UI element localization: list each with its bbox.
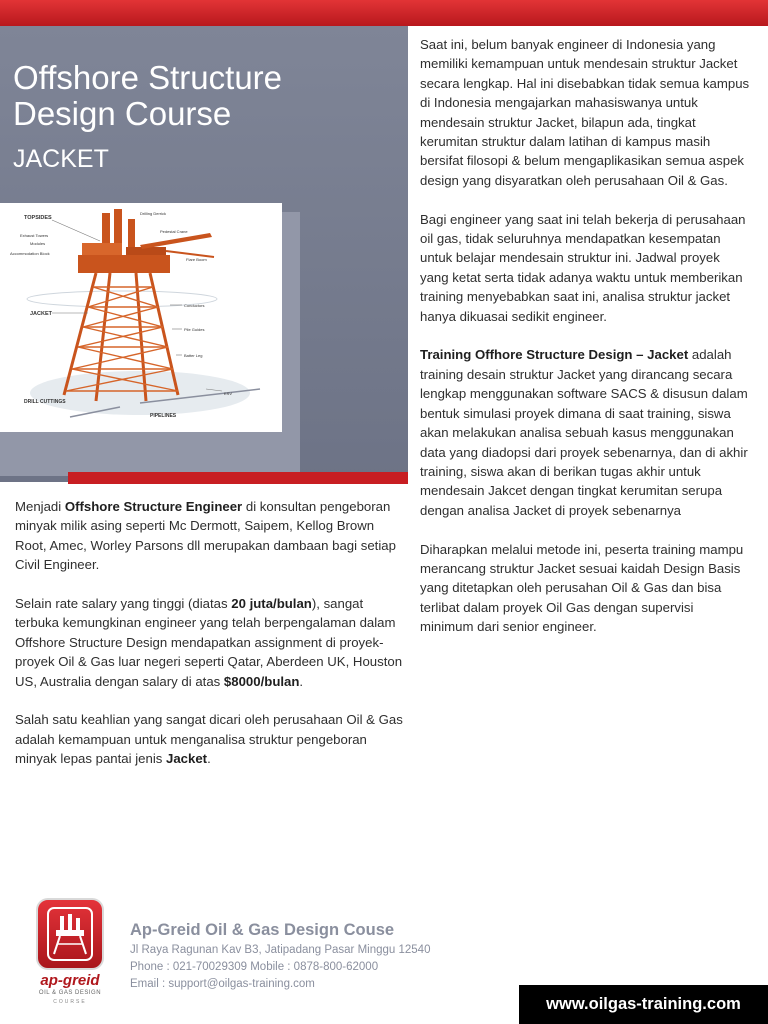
oil-rig-icon [38, 900, 102, 968]
label-pipelines: PIPELINES [150, 413, 177, 419]
bold-text: Jacket [166, 751, 208, 767]
right-column [420, 35, 750, 656]
company-logo [34, 898, 106, 1010]
company-phone: Phone : 021-70029309 Mobile : 0878-800-62000 [130, 961, 379, 973]
right-paragraph-4: Diharapkan melalui metode ini, peserta training mampu merancang struktur Jacket sesuai kaidah Design Basis yang ditetapkan oleh perusahan Oil & Gas dan bisa terlibat dalam proyek Oil Gas dengan supervisi minimum dari senior engineer. [420, 541, 744, 635]
company-address: Jl Raya Ragunan Kav B3, Jatipadang Pasar Minggu 12540 [130, 944, 431, 956]
bold-text: Training Offhore Structure Design – Jacket [420, 347, 689, 363]
right-paragraph-1: Saat ini, belum banyak engineer di Indonesia yang memiliki kemampuan untuk mendesain struktur Jacket secara lengkap. Hal ini disebabkan tidak semua kampus di Indonesia mengajarkan mahasiswanya untuk mendesain struktur Jacket, bilapun ada, tingkat kerumitan struktur dalam latihan di kampus masih bersifat filosopi & belum mengaplikasikan semua aspek design yang disyaratkan oleh perusahaan Oil & Gas. [420, 37, 750, 188]
course-title [13, 60, 403, 132]
label-jacket: JACKET [30, 311, 53, 317]
company-name: Ap-Greid Oil & Gas Design Couse [130, 921, 395, 939]
bold-text: 20 juta/bulan [231, 596, 312, 612]
label-conductors: Conductors [184, 303, 205, 308]
label-pedestal-crane: Pedestal Crane [160, 229, 188, 234]
right-paragraph-3 [420, 345, 750, 520]
logo-wordmark: ap-greid [40, 972, 100, 989]
label-batter-leg: Batter Leg [184, 353, 203, 358]
label-pile-guides: Pile Guides [184, 327, 205, 332]
left-paragraph-3 [15, 710, 407, 768]
text: adalah training desain struktur Jacket yang dirancang secara lengkap menggunakan software SACS & disusun dalam bentuk simulasi proyek dimana di saat training, siswa akan melakukan analisa sebuah kasus menggunakan data yang diadopsi dari proyek sebenarnya, dan di akhir training, siswa akan di berikan tugas akhir untuk mendesain Jakcet dengan tingkat kerumitan serupa dengan analisa Jacket di proyek sebenarnya [420, 347, 748, 518]
logo-emblem [36, 898, 104, 970]
left-column [15, 497, 407, 788]
text: Salah satu keahlian yang sangat dicari oleh perusahaan Oil & Gas adalah kemampuan untuk menganalisa struktur pengeboran minyak lepas pantai jenis [15, 712, 403, 767]
text: Menjadi [15, 499, 65, 514]
text: . [207, 751, 211, 767]
logo-tagline: OIL & GAS DESIGN [38, 990, 102, 996]
right-paragraph-2: Bagi engineer yang saat ini telah bekerja di perusahaan oil gas, tidak seluruhnya mendapatkan kesempatan untuk belajar mendesain struktur ini. Jadwal proyek yang ketat serta tidak adanya waktu untuk memberikan training menyebabkan saat ini, analisa struktur jacket hanya dikuasai sedikit engineer. [420, 211, 746, 324]
left-paragraph-1 [15, 497, 407, 575]
course-subtitle: JACKET [13, 145, 109, 173]
text: . [299, 673, 304, 689]
jacket-platform-diagram [0, 203, 282, 432]
label-topsides: TOPSIDES [24, 215, 52, 221]
course-title-line2: Design Course [13, 95, 232, 132]
text: ), sangat terbuka kemungkinan engineer yang telah berpengalaman dalam Offshore Structure Design mendapatkan assignment di proyek-proyek Oil & Gas luar negeri seperti Qatar, Aberdeen UK, Houston US, Australia dengan salary di atas [15, 596, 403, 689]
top-red-bar [0, 0, 768, 26]
bold-text: $8000/bulan [223, 673, 300, 689]
left-paragraph-2 [15, 594, 407, 691]
bold-text: Offshore Structure Engineer [64, 499, 243, 514]
company-email[interactable]: Email : support@oilgas-training.com [130, 978, 315, 990]
label-drill-cuttings: DRILL CUTTINGS [24, 399, 66, 405]
offshore-platform-illustration [0, 203, 282, 432]
text: di konsultan pengeboran minyak milik asing seperti Mc Dermott, Saipem, Kellog Brown Root, Amec, Worley Parsons dll merupakan dambaan bagi setiap Civil Engineer. [15, 499, 396, 573]
label-accommodation-block: Accommodation Block [10, 251, 50, 256]
course-title-line1: Offshore Structure [13, 59, 283, 96]
label-modules: Modules [30, 241, 46, 246]
label-exhaust-towers: Exhaust Towers [20, 233, 49, 238]
website-url[interactable]: www.oilgas-training.com [519, 985, 768, 1024]
label-flare-boom: Flare Boom [186, 257, 207, 262]
logo-tagline-2: COURSE [53, 999, 87, 1005]
label-drilling-derrick: Drilling Derrick [140, 211, 167, 216]
hero-red-strip [68, 472, 408, 484]
text: Selain rate salary yang tinggi (diatas [15, 596, 232, 612]
label-esv: ESV [224, 391, 233, 396]
